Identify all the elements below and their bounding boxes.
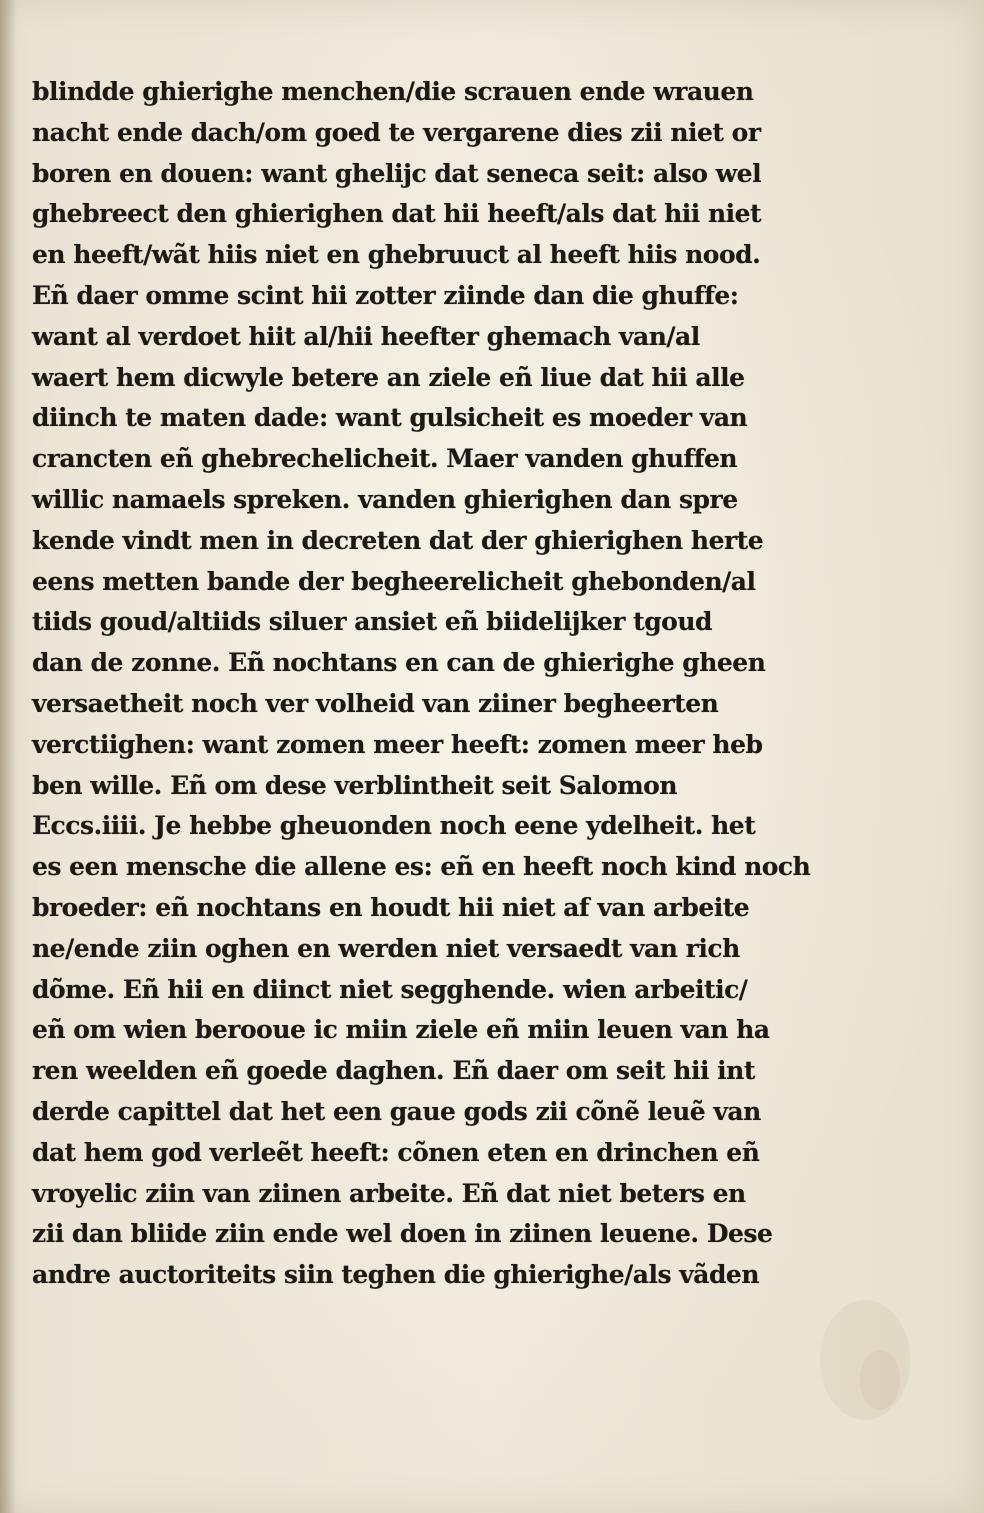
text-line: diinch te maten dade: want gulsicheit es moeder van bbox=[32, 403, 748, 433]
text-line: dan de zonne. Eñ nochtans en can de ghierighe gheen bbox=[32, 648, 766, 678]
text-line: waert hem dicwyle betere an ziele eñ liue dat hii alle bbox=[32, 362, 745, 392]
text-line: en heeft/wãt hiis niet en ghebruuct al heeft hiis nood. bbox=[32, 240, 761, 270]
gutter-shadow bbox=[0, 0, 16, 1513]
text-line: Eñ daer omme scint hii zotter ziinde dan die ghuffe: bbox=[32, 280, 739, 310]
text-line: kende vindt men in decreten dat der ghierighen herte bbox=[32, 525, 764, 555]
text-line: verctiighen: want zomen meer heeft: zomen meer heb bbox=[32, 729, 763, 759]
text-line: nacht ende dach/om goed te vergarene dies zii niet or bbox=[32, 117, 761, 147]
text-line: want al verdoet hiit al/hii heefter ghemach van/al bbox=[32, 321, 700, 351]
text-line: ghebreect den ghierighen dat hii heeft/als dat hii niet bbox=[32, 199, 762, 229]
text-line: blindde ghierighe menchen/die scrauen ende wrauen bbox=[32, 77, 754, 106]
text-line: derde capittel dat het een gaue gods zii cõnẽ leuẽ van bbox=[32, 1096, 761, 1126]
text-line: zii dan bliide ziin ende wel doen in ziinen leuene. Dese bbox=[32, 1219, 773, 1249]
text-line: boren en douen: want ghelijc dat seneca seit: also wel bbox=[32, 158, 762, 188]
text-line: eens metten bande der begheerelicheit ghebonden/al bbox=[32, 566, 756, 596]
text-line: dat hem god verleẽt heeft: cõnen eten en drinchen eñ bbox=[32, 1137, 760, 1167]
text-block bbox=[32, 72, 811, 1296]
text-line: willic namaels spreken. vanden ghierighen dan spre bbox=[32, 484, 738, 514]
text-line: crancten eñ ghebrechelicheit. Maer vanden ghuffen bbox=[32, 444, 738, 474]
text-line: dõme. Eñ hii en diinct niet segghende. wien arbeitic/ bbox=[32, 974, 748, 1004]
text-line: es een mensche die allene es: eñ en heeft noch kind noch bbox=[32, 852, 811, 882]
text-line: tiids goud/altiids siluer ansiet eñ biidelijker tgoud bbox=[32, 607, 713, 637]
text-line: andre auctoriteits siin teghen die ghierighe/als vãden bbox=[32, 1260, 760, 1290]
text-line: ren weelden eñ goede daghen. Eñ daer om seit hii int bbox=[32, 1056, 755, 1086]
text-line: vroyelic ziin van ziinen arbeite. Eñ dat niet beters en bbox=[32, 1178, 746, 1208]
text-line: ne/ende ziin oghen en werden niet versaedt van rich bbox=[32, 933, 740, 963]
text-line: Eccs.iiii. Je hebbe gheuonden noch eene ydelheit. het bbox=[32, 811, 756, 841]
text-line: ben wille. Eñ om dese verblintheit seit Salomon bbox=[32, 770, 678, 800]
text-line: versaetheit noch ver volheid van ziiner begheerten bbox=[32, 688, 719, 718]
paper-stain bbox=[860, 1350, 900, 1410]
text-line: eñ om wien berooue ic miin ziele eñ miin leuen van ha bbox=[32, 1015, 770, 1045]
text-line: broeder: eñ nochtans en houdt hii niet af van arbeite bbox=[32, 892, 750, 922]
